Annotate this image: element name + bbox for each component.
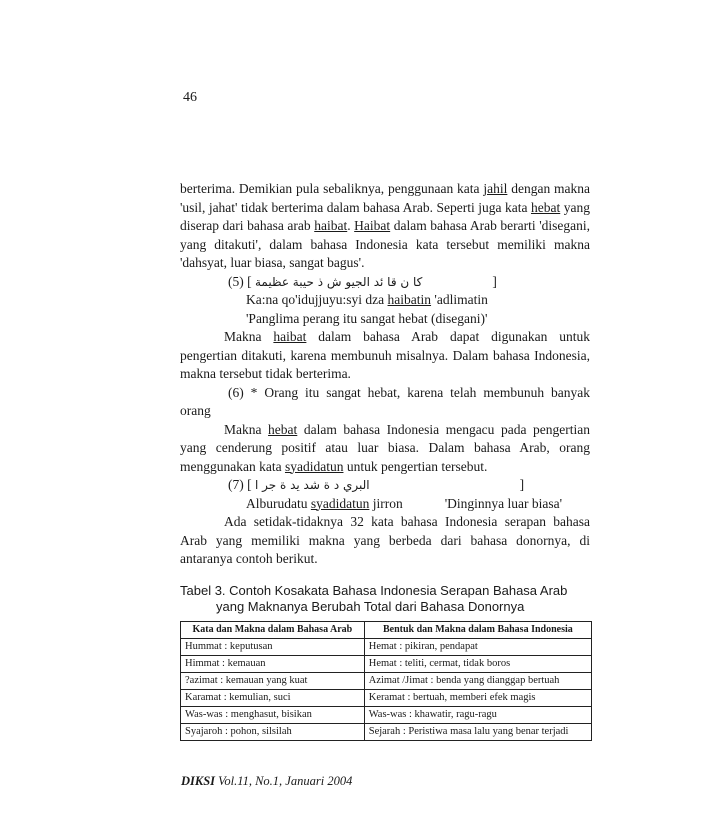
example-7-arabic-line	[180, 476, 590, 495]
underlined-term: Haibat	[354, 218, 391, 233]
example-number: (7) [	[228, 477, 252, 492]
table-cell: Hemat : teliti, cermat, tidak boros	[364, 655, 591, 672]
table-cell: Himmat : kemauan	[181, 655, 365, 672]
text-span: dalam bahasa Arab berarti 'disegani, yang ditakuti', dalam bahasa Indonesia kata tersebut memiliki makna 'dahsyat, luar biasa, sangat bagus'.	[180, 218, 591, 270]
example-number: (5) [	[228, 273, 252, 289]
example-5-gloss: 'Panglima perang itu sangat hebat (disegani)'	[246, 310, 488, 326]
text-span: 'adlimatin	[431, 292, 488, 307]
underlined-term: syadidatun	[284, 458, 344, 474]
table-caption	[180, 583, 590, 615]
text-span: dengan makna 'usil, jahat' tidak berterima dalam bahasa Arab. Seperti juga kata	[180, 181, 591, 215]
table-header-row	[181, 621, 592, 638]
table-cell: Syajaroh : pohon, silsilah	[181, 723, 365, 740]
table-row	[181, 706, 592, 723]
text-span: dalam bahasa Indonesia mengacu pada pengertian yang cenderung positif atau luar biasa. Dalam bahasa Arab, orang menggunakan kata	[180, 421, 590, 474]
journal-name: DIKSI	[181, 774, 216, 788]
underlined-term: hebat	[531, 199, 561, 215]
table-row	[181, 689, 592, 706]
table-caption-line-2: yang Maknanya Berubah Total dari Bahasa Donornya	[216, 598, 525, 614]
example-6: (6) * Orang itu sangat hebat, karena telah membunuh banyak orang	[180, 384, 590, 418]
table-row	[181, 672, 592, 689]
underlined-term: haibatin	[387, 292, 432, 307]
table-cell: Azimat /Jimat : benda yang dianggap bertuah	[364, 672, 591, 689]
underlined-term: haibat	[314, 218, 348, 233]
underlined-term: hebat	[268, 421, 298, 437]
text-span: berterima. Demikian pula sebaliknya, penggunaan kata	[180, 181, 484, 196]
table-cell: Karamat : kemulian, suci	[181, 689, 365, 706]
table-header-cell: Kata dan Makna dalam Bahasa Arab	[181, 621, 365, 638]
journal-issue: Vol.11, No.1, Januari 2004	[215, 774, 353, 788]
table-cell: Sejarah : Peristiwa masa lalu yang benar terjadi	[364, 723, 591, 740]
example-7-transliteration	[180, 495, 590, 514]
body-text	[180, 180, 590, 741]
text-span: Alburudatu	[246, 495, 311, 511]
bracket-close: ]	[492, 273, 497, 289]
example-5-arabic-line	[180, 273, 590, 292]
table-row	[181, 655, 592, 672]
vocabulary-table	[180, 621, 592, 741]
table-header-cell: Bentuk dan Makna dalam Bahasa Indonesia	[364, 621, 591, 638]
example-7	[180, 476, 590, 513]
underlined-term: syadidatun	[310, 495, 370, 511]
table-row	[181, 723, 592, 740]
underlined-term: jahil	[483, 181, 508, 196]
bracket-close: ]	[519, 477, 525, 492]
table-cell: Keramat : bertuah, memberi efek magis	[364, 689, 591, 706]
table-cell: Was-was : menghasut, bisikan	[181, 706, 365, 723]
text-span: dalam bahasa Arab dapat digunakan untuk pengertian ditakuti, karena membunuh misalnya. Dalam bahasa Indonesia, makna tersebut tidak berterima.	[180, 329, 590, 381]
paragraph-3	[180, 421, 590, 477]
example-7-gloss: 'Dinginnya luar biasa'	[444, 495, 563, 511]
text-span: untuk pengertian tersebut.	[343, 458, 488, 474]
arabic-text: البري د ة شد يد ة جر ا	[255, 478, 370, 492]
paragraph-2	[180, 328, 590, 384]
example-5-transliteration	[180, 291, 590, 310]
text-span: Makna	[224, 329, 274, 344]
table-caption-line-1: Tabel 3. Contoh Kosakata Bahasa Indonesia Serapan Bahasa Arab	[180, 582, 568, 598]
paragraph-4: Ada setidak-tidaknya 32 kata bahasa Indonesia serapan bahasa Arab yang memiliki makna yang berbeda dari bahasa donornya, di antaranya contoh berikut.	[180, 514, 590, 566]
paragraph-1	[180, 180, 590, 273]
text-span: Ka:na qo'idujjuyu:syi dza	[246, 292, 388, 307]
text-span: yang diserap dari bahasa arab	[180, 199, 590, 233]
table-cell: Hemat : pikiran, pendapat	[364, 638, 591, 655]
journal-footer	[181, 774, 352, 789]
table-cell: Was-was : khawatir, ragu-ragu	[364, 706, 591, 723]
text-span: jirron	[369, 495, 403, 511]
text-span: .	[347, 218, 355, 233]
arabic-text: كا ن قا ئد الجيو ش ذ حيبة عظيمة	[255, 274, 423, 289]
underlined-term: haibat	[273, 329, 307, 344]
page-number: 46	[183, 90, 197, 105]
table-cell: Hummat : keputusan	[181, 638, 365, 655]
text-span: Makna	[224, 421, 269, 437]
example-5	[180, 273, 590, 329]
table-cell: ?azimat : kemauan yang kuat	[181, 672, 365, 689]
table-row	[181, 638, 592, 655]
